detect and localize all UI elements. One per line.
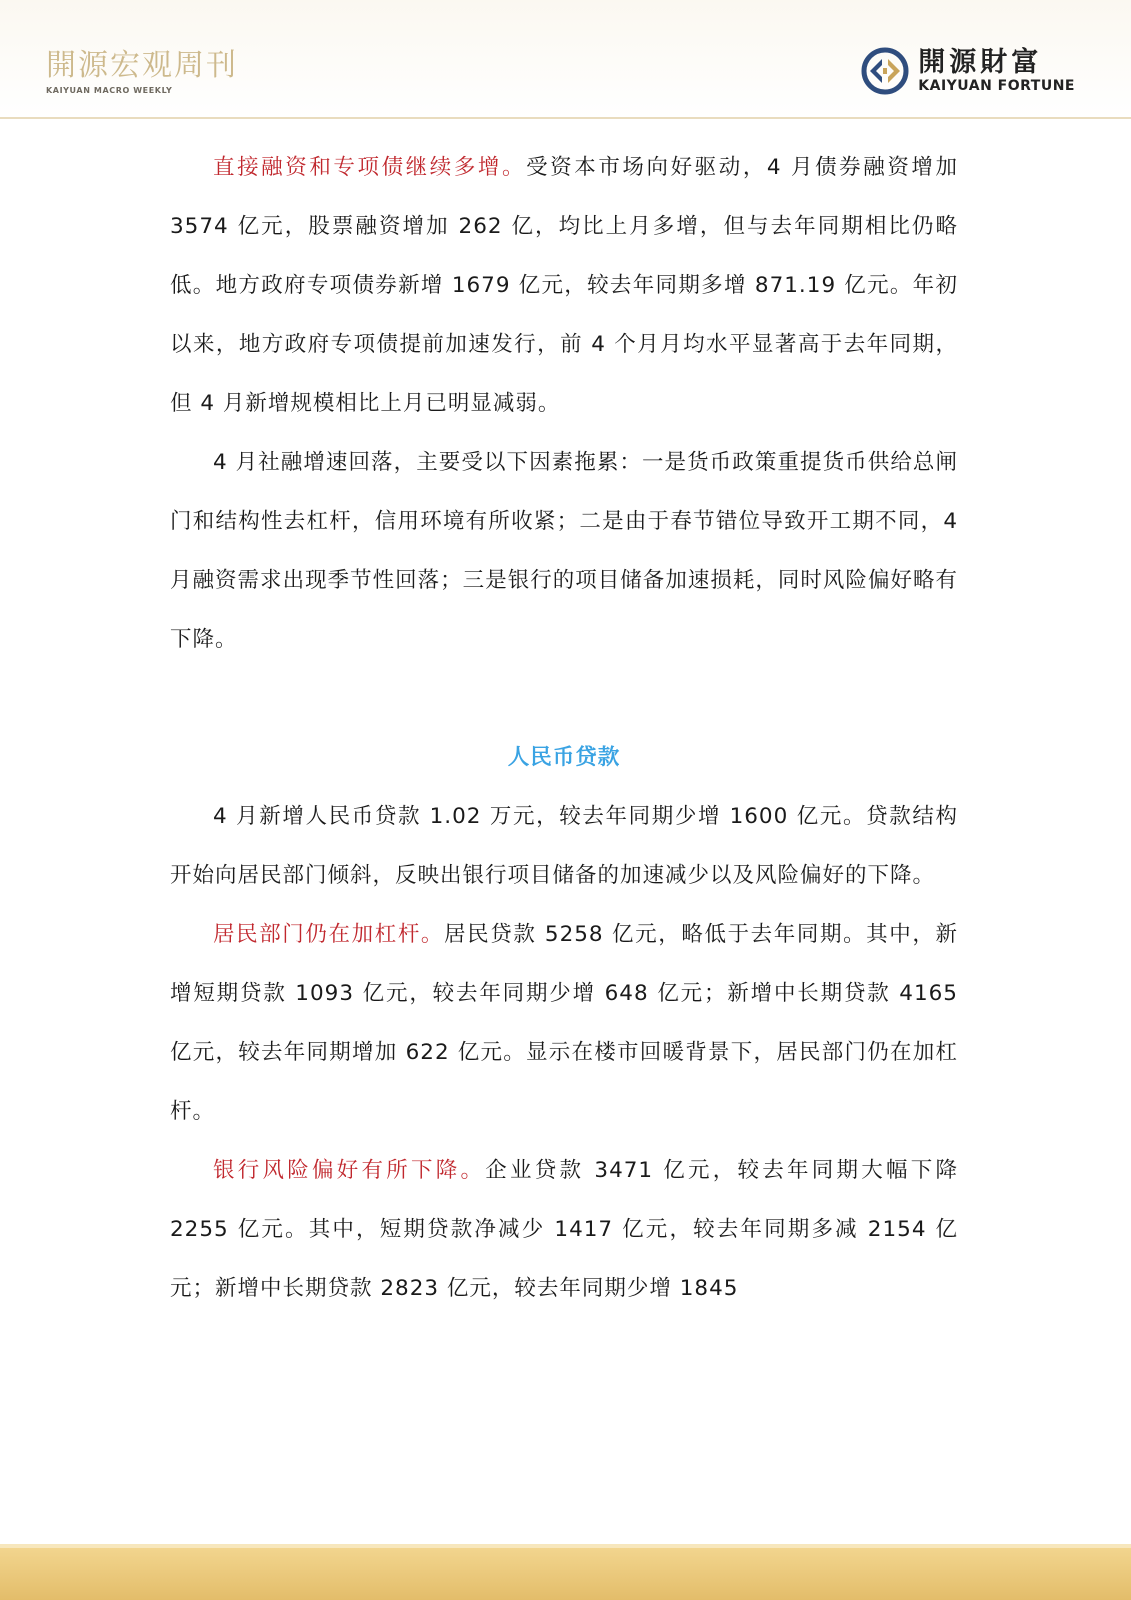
paragraph-text: 受资本市场向好驱动，4 月债券融资增加 3574 亿元，股票融资增加 262 亿，均比上月多增，但与去年同期相比仍略低。地方政府专项债券新增 1679 亿元，较去年同期多增 871.19 亿元。年初以来，地方政府专项债提前加速发行，前 4 个月月均水平显著高于去年同期，但 4 月新增规模相比上月已明显减弱。 (170, 155, 958, 416)
paragraph-direct-financing (170, 138, 958, 433)
paragraph-text: 4 月新增人民币贷款 1.02 万元，较去年同期少增 1600 亿元。贷款结构开始向居民部门倾斜，反映出银行项目储备的加速减少以及风险偏好的下降。 (170, 804, 958, 888)
paragraph-household (170, 905, 958, 1141)
footer-bar (0, 1548, 1131, 1600)
publication-title: 開源宏观周刊 (46, 48, 238, 83)
paragraph-lead: 直接融资和专项债继续多增。 (213, 155, 527, 180)
company-brand (860, 46, 1075, 96)
company-logo-icon (860, 46, 910, 96)
paragraph-bank-risk (170, 1141, 958, 1318)
paragraph-text: 居民贷款 5258 亿元，略低于去年同期。其中，新增短期贷款 1093 亿元，较去年同期少增 648 亿元；新增中长期贷款 4165 亿元，较去年同期增加 622 亿元。显示在楼市回暖背景下，居民部门仍在加杠杆。 (170, 922, 958, 1124)
page-header (0, 0, 1131, 118)
paragraph-lead: 银行风险偏好有所下降。 (213, 1158, 486, 1183)
paragraph-lead: 居民部门仍在加杠杆。 (213, 922, 445, 947)
header-divider (0, 117, 1131, 119)
paragraph-social-financing (170, 433, 958, 669)
publication-subtitle: KAIYUAN MACRO WEEKLY (46, 86, 173, 95)
article-body (170, 138, 958, 1318)
company-name-en: KAIYUAN FORTUNE (918, 78, 1075, 94)
company-name: 開源財富 (918, 47, 1043, 78)
publication-brand (46, 48, 238, 95)
section-title: 人民币贷款 (507, 745, 621, 770)
paragraph-text: 企业贷款 3471 亿元，较去年同期大幅下降 2255 亿元。其中，短期贷款净减少 1417 亿元，较去年同期多减 2154 亿元；新增中长期贷款 2823 亿元，较去年同期少增 1845 (170, 1158, 958, 1301)
paragraph-text: 4 月社融增速回落，主要受以下因素拖累：一是货币政策重提货币供给总闸门和结构性去杠杆，信用环境有所收紧；二是由于春节错位导致开工期不同，4 月融资需求出现季节性回落；三是银行的项目储备加速损耗，同时风险偏好略有下降。 (170, 450, 958, 652)
paragraph-rmb-loans (170, 787, 958, 905)
